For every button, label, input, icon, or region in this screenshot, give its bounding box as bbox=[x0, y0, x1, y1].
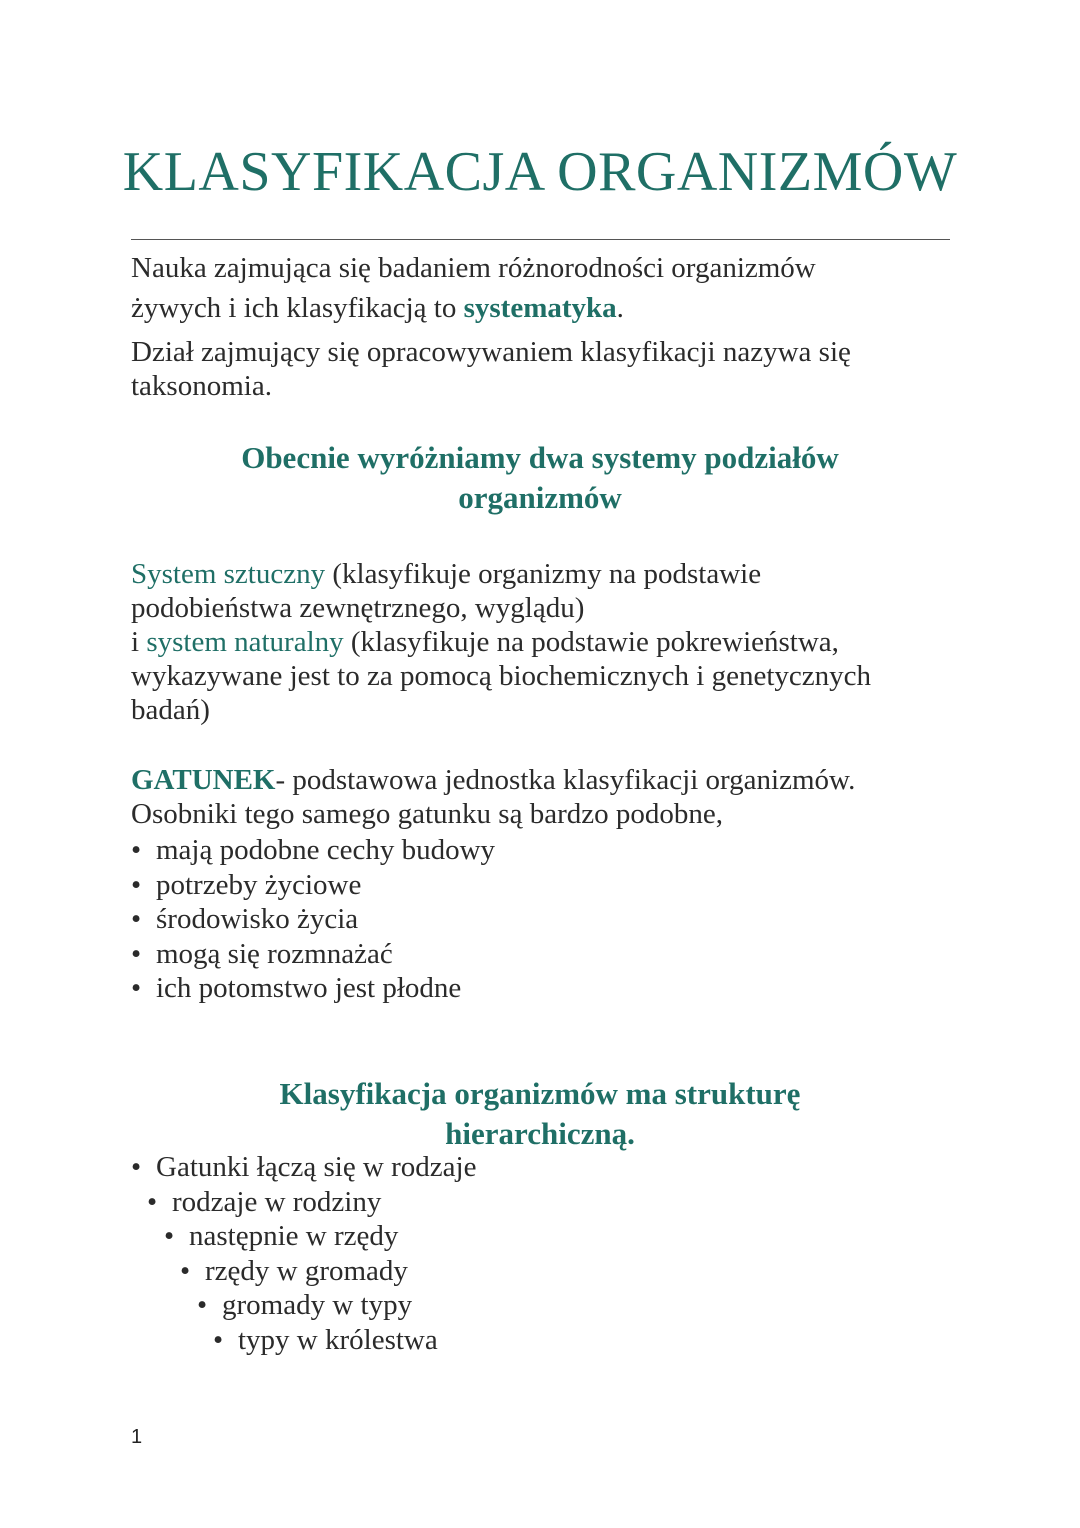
species-definition-line bbox=[131, 763, 855, 797]
list-item: • mogą się rozmnażać bbox=[131, 937, 495, 972]
page-title: KLASYFIKACJA ORGANIZMÓW bbox=[122, 141, 958, 203]
section-heading-hierarchy bbox=[130, 1074, 950, 1154]
section-heading-systems-line-2: organizmów bbox=[458, 480, 622, 515]
list-item: • ich potomstwo jest płodne bbox=[131, 971, 495, 1006]
taxonomy-line-1: Dział zajmujący się opracowywaniem klasyfikacji nazywa się bbox=[131, 336, 851, 368]
intro-line-2-end: . bbox=[616, 292, 624, 324]
hierarchy-list bbox=[131, 1150, 476, 1357]
taxonomy-paragraph bbox=[131, 335, 851, 403]
term-natural-system: system naturalny bbox=[146, 626, 344, 658]
artificial-system-desc: (klasyfikuje organizmy na podstawie bbox=[325, 558, 762, 590]
species-paragraph bbox=[131, 763, 855, 831]
natural-system-line-1 bbox=[131, 625, 871, 659]
intro-line-2-text: żywych i ich klasyfikacją to bbox=[131, 292, 464, 324]
hierarchy-item: • Gatunki łączą się w rodzaje bbox=[131, 1150, 476, 1185]
intro-paragraph bbox=[131, 248, 816, 328]
title-divider bbox=[131, 239, 950, 240]
artificial-system-line-2: podobieństwa zewnętrznego, wyglądu) bbox=[131, 592, 585, 624]
hierarchy-item: • następnie w rzędy bbox=[164, 1219, 476, 1254]
artificial-system-line-1 bbox=[131, 557, 871, 591]
natural-system-line-3: badań) bbox=[131, 694, 210, 726]
taxonomy-line-2: taksonomia. bbox=[131, 370, 272, 402]
term-artificial-system: System sztuczny bbox=[131, 558, 326, 590]
natural-prefix: i bbox=[131, 626, 147, 658]
list-item: • mają podobne cechy budowy bbox=[131, 833, 495, 868]
species-features-list bbox=[131, 833, 495, 1006]
intro-line-1: Nauka zajmująca się badaniem różnorodności organizmów bbox=[131, 252, 816, 284]
section-heading-systems bbox=[130, 438, 950, 518]
section-heading-hierarchy-line-2: hierarchiczną. bbox=[445, 1116, 635, 1151]
hierarchy-item: • typy w królestwa bbox=[213, 1323, 476, 1358]
hierarchy-item: • gromady w typy bbox=[197, 1288, 476, 1323]
list-item: • potrzeby życiowe bbox=[131, 868, 495, 903]
term-systematyka: systematyka bbox=[463, 292, 617, 324]
hierarchy-item: • rzędy w gromady bbox=[180, 1254, 476, 1289]
section-heading-systems-line-1: Obecnie wyróżniamy dwa systemy podziałów bbox=[241, 440, 839, 475]
page-number: 1 bbox=[131, 1426, 143, 1448]
species-line-2: Osobniki tego samego gatunku są bardzo podobne, bbox=[131, 798, 723, 830]
systems-paragraph bbox=[131, 557, 871, 727]
intro-line-2 bbox=[131, 288, 816, 328]
hierarchy-item: • rodzaje w rodziny bbox=[147, 1185, 476, 1220]
section-heading-hierarchy-line-1: Klasyfikacja organizmów ma strukturę bbox=[279, 1076, 801, 1111]
term-gatunek: GATUNEK bbox=[131, 764, 276, 796]
natural-system-line-2: wykazywane jest to za pomocą biochemicznych i genetycznych bbox=[131, 660, 871, 692]
natural-system-desc: (klasyfikuje na podstawie pokrewieństwa, bbox=[343, 626, 839, 658]
species-definition: - podstawowa jednostka klasyfikacji organizmów. bbox=[275, 764, 856, 796]
list-item: • środowisko życia bbox=[131, 902, 495, 937]
